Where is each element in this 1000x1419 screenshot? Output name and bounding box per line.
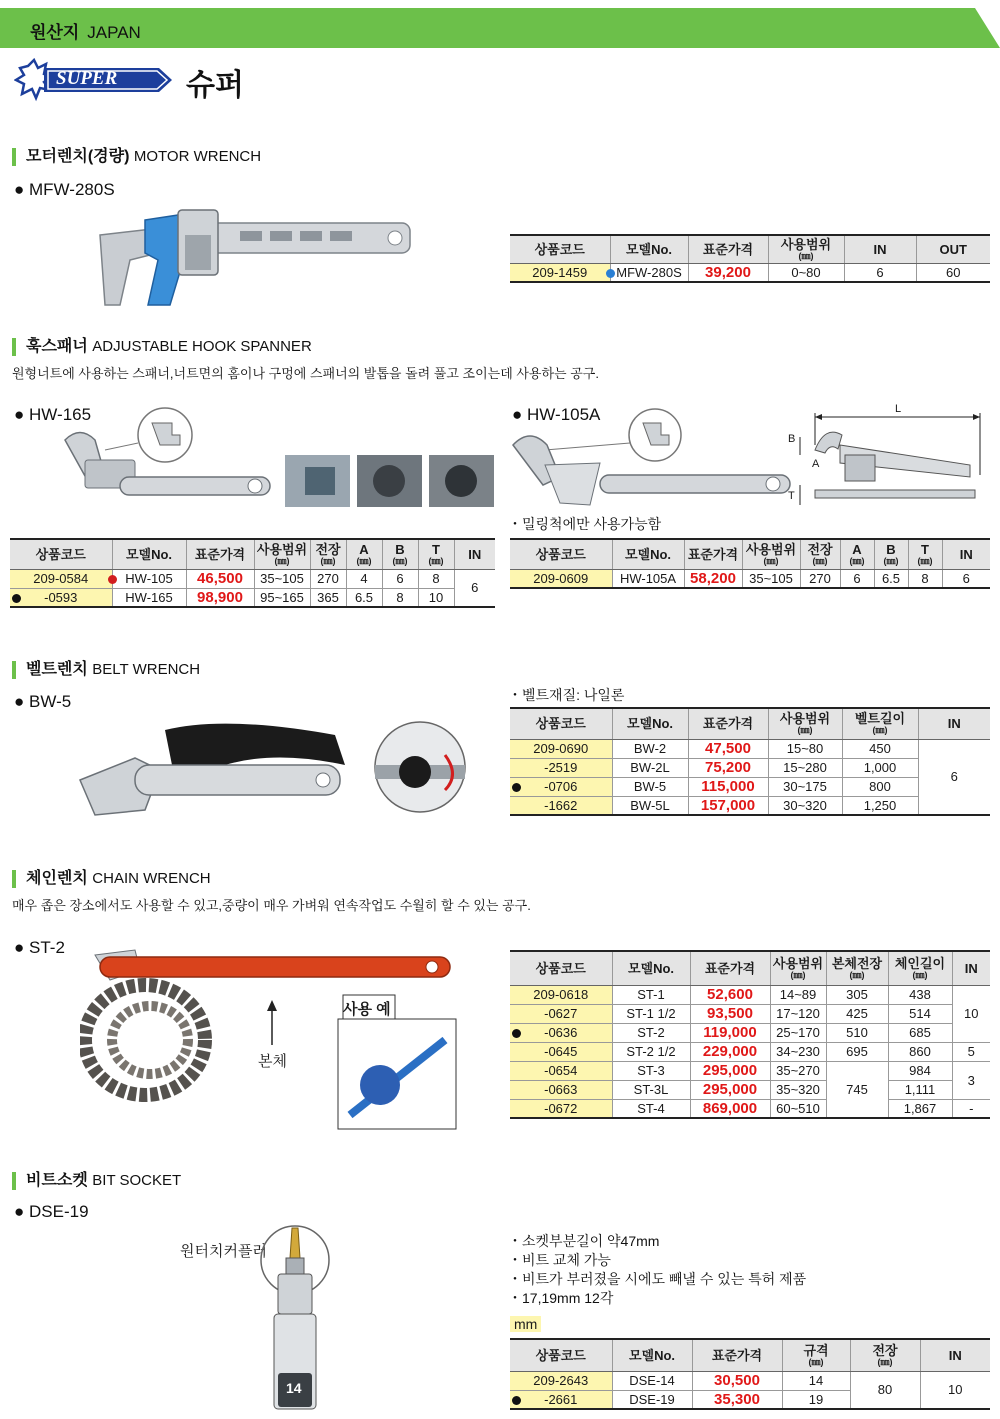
table-row	[510, 569, 990, 588]
cell-range: 0~80	[768, 263, 844, 282]
table-row	[510, 263, 990, 282]
code-value: -0636	[544, 1025, 578, 1040]
cell-price: 119,000	[690, 1023, 770, 1042]
cell-chain: 514	[888, 1004, 952, 1023]
origin-label: 원산지	[30, 23, 80, 42]
th-out: OUT	[916, 235, 990, 263]
table-row	[510, 1042, 990, 1061]
hook-description: 원형너트에 사용하는 스패너,너트면의 홈이나 구멍에 스패너의 발톱을 돌려 풀고 조이는데 사용하는 공구.	[12, 366, 599, 381]
hook-note-b: ・밀링척에만 사용가능함	[508, 516, 662, 532]
chain-section-title	[12, 870, 211, 888]
red-dot-icon	[108, 575, 117, 584]
bit-note: ・소켓부분길이 약47mm	[508, 1233, 660, 1249]
chain-model: ST-2	[29, 938, 65, 957]
cell-range: 17~120	[770, 1004, 826, 1023]
th-range	[768, 708, 842, 739]
cell-range: 34~230	[770, 1042, 826, 1061]
cell-t: 10	[418, 588, 454, 607]
th-unit: (㎜)	[274, 555, 290, 566]
th-belt	[842, 708, 918, 739]
hook-spanner-b-illustration	[505, 405, 805, 515]
cell-model: HW-165	[112, 588, 186, 607]
th-unit: (㎜)	[763, 555, 779, 566]
bullet: ●	[14, 1202, 25, 1221]
cell-price: 52,600	[690, 985, 770, 1004]
cell-code	[510, 777, 612, 796]
th-t-label: T	[921, 541, 929, 557]
chain-spec-table	[510, 950, 990, 1119]
th-unit: (㎜)	[428, 555, 444, 566]
th-range	[768, 235, 844, 263]
th-chain-label: 체인길이	[894, 955, 946, 971]
th-unit: (㎜)	[872, 725, 888, 736]
th-model: 모델No.	[612, 1339, 692, 1371]
th-length-label: 전장	[872, 1342, 898, 1358]
cell-code: -0645	[510, 1042, 612, 1061]
belt-model-label	[14, 692, 71, 712]
th-b-label: B	[886, 541, 896, 557]
hook-spec-table-a	[10, 538, 495, 608]
cell-code	[510, 1023, 612, 1042]
cell-in: 10	[952, 985, 990, 1042]
bit-notes	[508, 1232, 806, 1308]
table-row	[510, 1099, 990, 1118]
cell-length: 80	[850, 1371, 920, 1409]
black-dot-icon	[512, 783, 521, 792]
table-row	[10, 588, 495, 607]
cell-in: 10	[920, 1371, 990, 1409]
cell-model: DSE-19	[612, 1390, 692, 1409]
cell-code	[510, 1390, 612, 1409]
cell-model: BW-2L	[612, 758, 688, 777]
th-range-label: 사용범위	[256, 541, 308, 557]
cell-code	[10, 588, 112, 607]
code-value: 209-1459	[532, 264, 588, 280]
cell-price: 30,500	[692, 1371, 782, 1390]
th-unit: (㎜)	[790, 969, 806, 980]
th-price: 표준가격	[688, 235, 768, 263]
bullet: ●	[14, 692, 25, 711]
th-price: 표준가격	[688, 708, 768, 739]
th-range	[742, 539, 800, 569]
motor-title-en: MOTOR WRENCH	[133, 148, 262, 165]
cell-range: 14~89	[770, 985, 826, 1004]
cell-body: 305	[826, 985, 888, 1004]
bit-note: ・비트가 부러졌을 시에도 빼낼 수 있는 특허 제품	[508, 1271, 807, 1287]
chain-wrench-illustration	[80, 945, 460, 1135]
bit-coupler-label: 원터치커플러	[180, 1243, 267, 1260]
belt-wrench-illustration	[75, 710, 475, 825]
cell-price: 295,000	[690, 1080, 770, 1099]
motor-model-label	[14, 180, 115, 200]
motor-section-title	[12, 148, 261, 166]
th-in: IN	[942, 539, 990, 569]
cell-code: -0672	[510, 1099, 612, 1118]
bit-title-en: BIT SOCKET	[92, 1172, 182, 1189]
cell-length: 365	[310, 588, 346, 607]
th-in: IN	[918, 708, 990, 739]
th-a	[346, 539, 382, 569]
th-range-label: 사용범위	[745, 541, 797, 557]
hook-model-b: HW-105A	[527, 405, 601, 424]
bit-model: DSE-19	[29, 1202, 89, 1221]
bit-spec-table	[510, 1338, 990, 1410]
cell-range: 35~105	[254, 569, 310, 588]
cell-belt: 800	[842, 777, 918, 796]
cell-model: HW-105A	[612, 569, 684, 588]
origin-bar-bg	[0, 8, 1000, 48]
bullet: ●	[14, 405, 25, 424]
cell-chain: 438	[888, 985, 952, 1004]
cell-in: 6	[844, 263, 916, 282]
th-in: IN	[844, 235, 916, 263]
table-row	[510, 1061, 990, 1080]
cell-price: 869,000	[690, 1099, 770, 1118]
th-code: 상품코드	[10, 539, 112, 569]
chain-example-label: 사용 예	[343, 1001, 391, 1018]
cell-chain: 1,111	[888, 1080, 952, 1099]
cell-length: 270	[800, 569, 840, 588]
cell-model: BW-2	[612, 739, 688, 758]
table-row	[510, 1080, 990, 1099]
th-model: 모델No.	[112, 539, 186, 569]
th-model: 모델No.	[612, 708, 688, 739]
cell-a: 6	[840, 569, 874, 588]
table-row	[10, 569, 495, 588]
dim-a-label: A	[812, 458, 820, 470]
cell-b: 8	[382, 588, 418, 607]
cell-code	[510, 263, 610, 282]
th-code: 상품코드	[510, 539, 612, 569]
th-a-label: A	[359, 541, 369, 557]
cell-code: 209-2643	[510, 1371, 612, 1390]
th-model: 모델No.	[612, 539, 684, 569]
cell-price: 35,300	[692, 1390, 782, 1409]
belt-title-ko: 벨트렌치	[26, 661, 88, 678]
cell-range: 95~165	[254, 588, 310, 607]
cell-price: 75,200	[688, 758, 768, 777]
cell-price: 115,000	[688, 777, 768, 796]
bit-unit-tag: mm	[510, 1316, 541, 1332]
cell-code: 209-0609	[510, 569, 612, 588]
th-size-label: 규격	[803, 1342, 829, 1358]
th-unit: (㎜)	[849, 555, 865, 566]
cell-belt: 1,000	[842, 758, 918, 777]
hook-spec-table-b	[510, 538, 990, 589]
bullet: ●	[14, 180, 25, 199]
cell-chain: 984	[888, 1061, 952, 1080]
blue-dot-icon	[606, 269, 615, 278]
th-in: IN	[454, 539, 495, 569]
hook-title-ko: 훅스패너	[26, 338, 88, 355]
cell-out: 60	[916, 263, 990, 282]
cell-body: 425	[826, 1004, 888, 1023]
cell-body: 510	[826, 1023, 888, 1042]
code-value: -0593	[44, 589, 78, 605]
cell-model: ST-1 1/2	[612, 1004, 690, 1023]
cell-model: BW-5L	[612, 796, 688, 815]
hook-section-title	[12, 338, 312, 356]
th-a-label: A	[852, 541, 862, 557]
socket-size-mark: 14	[286, 1380, 302, 1396]
th-code: 상품코드	[510, 235, 610, 263]
cell-b: 6	[382, 569, 418, 588]
cell-code: 209-0690	[510, 739, 612, 758]
cell-price: 46,500	[186, 569, 254, 588]
cell-range: 35~105	[742, 569, 800, 588]
brand-logo-text: SUPER	[56, 68, 118, 89]
hook-spanner-a-illustration	[60, 405, 280, 515]
brand-name: 슈퍼	[186, 69, 244, 102]
th-size	[782, 1339, 850, 1371]
cell-chain: 1,867	[888, 1099, 952, 1118]
cell-in: 6	[918, 739, 990, 815]
table-row	[510, 1023, 990, 1042]
th-t	[908, 539, 942, 569]
th-length	[800, 539, 840, 569]
cell-chain: 860	[888, 1042, 952, 1061]
th-chain	[888, 951, 952, 985]
bit-note: ・17,19mm 12각	[508, 1290, 614, 1306]
bit-title-ko: 비트소켓	[26, 1172, 88, 1189]
th-length-label: 전장	[315, 541, 341, 557]
cell-code: -0663	[510, 1080, 612, 1099]
cell-model: MFW-280S	[610, 263, 688, 282]
belt-spec-table	[510, 707, 990, 816]
th-t-label: T	[432, 541, 440, 557]
th-body	[826, 951, 888, 985]
cell-price: 39,200	[688, 263, 768, 282]
th-unit: (㎜)	[912, 969, 928, 980]
motor-spec-table	[510, 234, 990, 283]
bit-note: ・비트 교체 가능	[508, 1252, 611, 1268]
black-dot-icon	[512, 1396, 521, 1405]
chain-description: 매우 좁은 장소에서도 사용할 수 있고,중량이 매우 가벼워 연속작업도 수월히 할 수 있는 공구.	[12, 898, 531, 913]
cell-code: -2519	[510, 758, 612, 777]
cell-model: HW-105	[112, 569, 186, 588]
cell-belt: 450	[842, 739, 918, 758]
code-value: 209-0584	[33, 571, 89, 586]
cell-in: 5	[952, 1042, 990, 1061]
belt-title-en: BELT WRENCH	[92, 661, 201, 678]
motor-wrench-illustration	[90, 205, 420, 315]
th-unit: (㎜)	[392, 555, 408, 566]
table-row	[510, 739, 990, 758]
th-b	[382, 539, 418, 569]
th-price: 표준가격	[692, 1339, 782, 1371]
cell-in: -	[952, 1099, 990, 1118]
cell-code: -1662	[510, 796, 612, 815]
cell-in: 6	[454, 569, 495, 607]
th-unit: (㎜)	[798, 250, 814, 261]
cell-range: 30~320	[768, 796, 842, 815]
th-code: 상품코드	[510, 951, 612, 985]
th-range-label: 사용범위	[779, 711, 831, 727]
dim-l-label: L	[895, 403, 902, 415]
th-unit: (㎜)	[877, 1356, 893, 1367]
cell-range: 15~280	[768, 758, 842, 777]
cell-model: ST-3	[612, 1061, 690, 1080]
bullet: ●	[14, 938, 25, 957]
th-range-label: 사용범위	[772, 955, 824, 971]
chain-model-label	[14, 938, 65, 958]
hook-model-a: HW-165	[29, 405, 92, 424]
th-unit: (㎜)	[356, 555, 372, 566]
th-range	[254, 539, 310, 569]
th-length	[850, 1339, 920, 1371]
th-price: 표준가격	[186, 539, 254, 569]
cell-size: 19	[782, 1390, 850, 1409]
th-unit: (㎜)	[917, 555, 933, 566]
th-model: 모델No.	[612, 951, 690, 985]
brand-logo	[14, 58, 174, 102]
cell-in: 6	[942, 569, 990, 588]
black-dot-icon	[12, 594, 21, 603]
motor-title-ko: 모터렌치(경량)	[26, 148, 130, 165]
th-unit: (㎜)	[320, 555, 336, 566]
cell-price: 295,000	[690, 1061, 770, 1080]
th-in: IN	[920, 1339, 990, 1371]
cell-chain: 685	[888, 1023, 952, 1042]
th-t	[418, 539, 454, 569]
cell-length: 270	[310, 569, 346, 588]
hook-usage-photos	[285, 455, 495, 507]
cell-code: -0627	[510, 1004, 612, 1023]
cell-range: 35~320	[770, 1080, 826, 1099]
th-unit: (㎜)	[797, 725, 813, 736]
th-belt-label: 벨트길이	[854, 711, 906, 727]
origin-bar	[0, 8, 1000, 48]
th-range-label: 사용범위	[780, 236, 832, 252]
bullet: ●	[512, 405, 523, 424]
th-price: 표준가격	[684, 539, 742, 569]
th-unit: (㎜)	[883, 555, 899, 566]
th-unit: (㎜)	[808, 1356, 824, 1367]
cell-code: 209-0618	[510, 985, 612, 1004]
cell-code: -0654	[510, 1061, 612, 1080]
th-b-label: B	[395, 541, 405, 557]
dim-t-label: T	[788, 490, 795, 502]
th-unit: (㎜)	[849, 969, 865, 980]
origin-value: JAPAN	[87, 23, 141, 42]
cell-range: 30~175	[768, 777, 842, 796]
cell-body: 745	[826, 1061, 888, 1118]
th-body-label: 본체전장	[831, 955, 883, 971]
cell-model: ST-4	[612, 1099, 690, 1118]
bit-section-title	[12, 1172, 181, 1190]
hook-title-en: ADJUSTABLE HOOK SPANNER	[92, 338, 312, 355]
motor-model: MFW-280S	[29, 180, 115, 199]
th-code: 상품코드	[510, 708, 612, 739]
cell-belt: 1,250	[842, 796, 918, 815]
cell-range: 15~80	[768, 739, 842, 758]
chain-title-en: CHAIN WRENCH	[92, 870, 211, 887]
cell-code	[10, 569, 112, 588]
cell-range: 25~170	[770, 1023, 826, 1042]
code-value: -0706	[544, 779, 578, 794]
cell-price: 93,500	[690, 1004, 770, 1023]
cell-model: BW-5	[612, 777, 688, 796]
dim-b-label: B	[788, 433, 796, 445]
cell-model: ST-2 1/2	[612, 1042, 690, 1061]
cell-price: 229,000	[690, 1042, 770, 1061]
belt-note: ・벨트재질: 나일론	[508, 687, 625, 703]
cell-price: 58,200	[684, 569, 742, 588]
cell-in: 3	[952, 1061, 990, 1099]
black-dot-icon	[512, 1029, 521, 1038]
th-price: 표준가격	[690, 951, 770, 985]
cell-price: 157,000	[688, 796, 768, 815]
cell-model: ST-2	[612, 1023, 690, 1042]
cell-t: 8	[418, 569, 454, 588]
cell-price: 98,900	[186, 588, 254, 607]
bit-model-label	[14, 1202, 89, 1222]
table-row	[510, 1004, 990, 1023]
origin	[30, 18, 141, 43]
cell-t: 8	[908, 569, 942, 588]
th-range	[770, 951, 826, 985]
cell-body: 695	[826, 1042, 888, 1061]
th-a	[840, 539, 874, 569]
table-row	[510, 1371, 990, 1390]
cell-size: 14	[782, 1371, 850, 1390]
belt-model: BW-5	[29, 692, 72, 711]
cell-a: 4	[346, 569, 382, 588]
table-row	[510, 985, 990, 1004]
cell-model: DSE-14	[612, 1371, 692, 1390]
cell-model: ST-3L	[612, 1080, 690, 1099]
th-length	[310, 539, 346, 569]
cell-model: ST-1	[612, 985, 690, 1004]
th-length-label: 전장	[807, 541, 833, 557]
th-model: 모델No.	[610, 235, 688, 263]
th-b	[874, 539, 908, 569]
cell-range: 35~270	[770, 1061, 826, 1080]
chain-title-ko: 체인렌치	[26, 870, 88, 887]
chain-body-label: 본체	[258, 1053, 287, 1070]
cell-range: 60~510	[770, 1099, 826, 1118]
belt-section-title	[12, 661, 200, 679]
cell-a: 6.5	[346, 588, 382, 607]
th-code: 상품코드	[510, 1339, 612, 1371]
cell-b: 6.5	[874, 569, 908, 588]
th-in: IN	[952, 951, 990, 985]
code-value: -2661	[544, 1391, 578, 1407]
cell-price: 47,500	[688, 739, 768, 758]
th-unit: (㎜)	[812, 555, 828, 566]
